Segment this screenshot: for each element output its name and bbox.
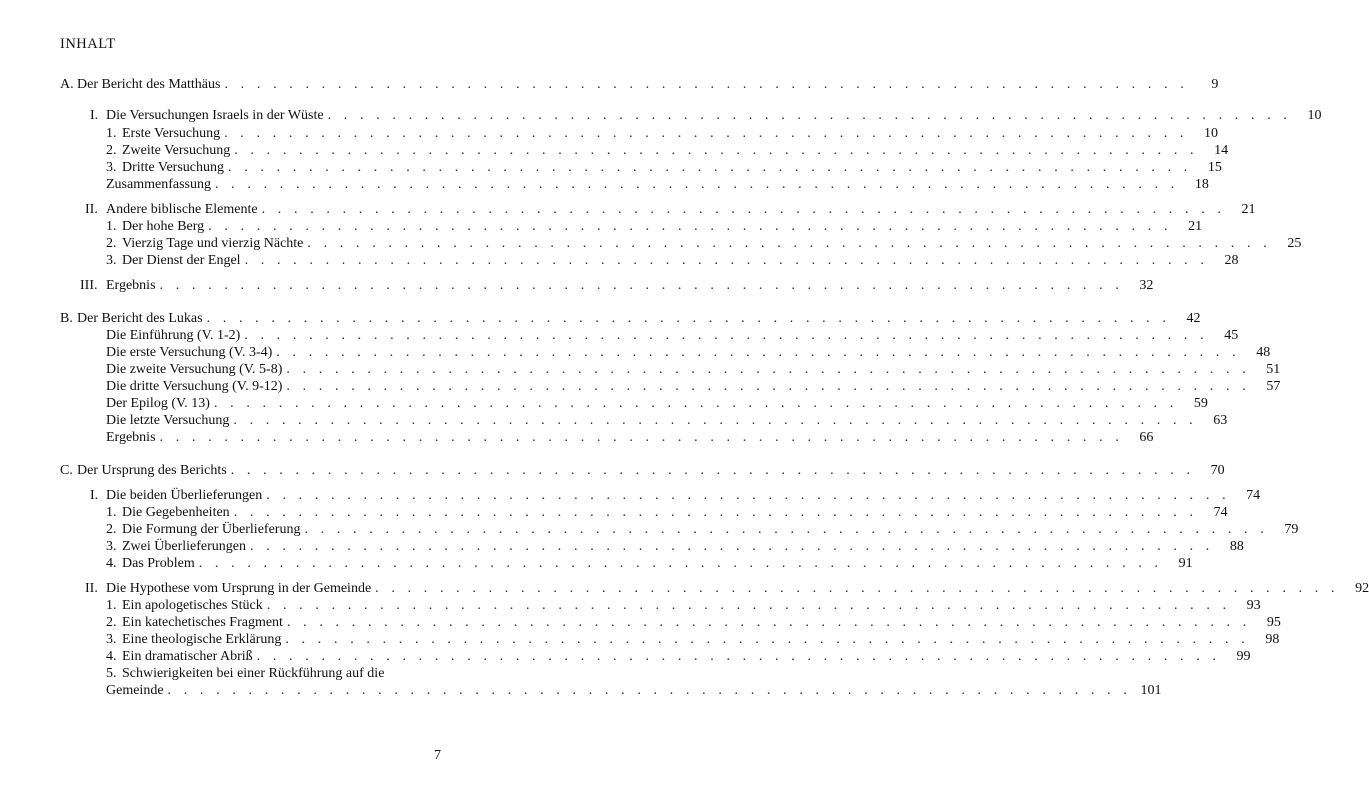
- toc-entry: [106, 218, 1203, 236]
- toc-leader-dots: . . . . . . . . . . . . . . . . . . . . . . . . . . . . . . . . . . . . . . . . . . . . . . . . . . . . . . . . . . . .: [167, 683, 1132, 698]
- toc-leader-dots: . . . . . . . . . . . . . . . . . . . . . . . . . . . . . . . . . . . . . . . . . . . . . . . . . . . . . . . . . . . .: [233, 505, 1198, 520]
- toc-entry-number: 3.: [106, 632, 117, 647]
- toc-entry-page: 92: [1355, 581, 1369, 596]
- toc-entry: [90, 107, 1322, 125]
- toc-entry-page: 28: [1224, 253, 1239, 268]
- toc-leader-dots: . . . . . . . . . . . . . . . . . . . . . . . . . . . . . . . . . . . . . . . . . . . . . . . . . . . . . . . . . . . .: [159, 278, 1124, 293]
- toc-leader-dots: . . . . . . . . . . . . . . . . . . . . . . . . . . . . . . . . . . . . . . . . . . . . . . . . . . . . . . . . . . . .: [266, 488, 1231, 503]
- toc-entry-title: Eine theologische Erklärung: [122, 632, 282, 647]
- toc-leader-dots: . . . . . . . . . . . . . . . . . . . . . . . . . . . . . . . . . . . . . . . . . . . . . . . . . . . . . . . . . . . .: [230, 463, 1195, 478]
- toc-entry-page: 10: [1307, 108, 1322, 123]
- toc-entry-page: 98: [1265, 632, 1280, 647]
- toc-leader-dots: . . . . . . . . . . . . . . . . . . . . . . . . . . . . . . . . . . . . . . . . . . . . . . . . . . . . . . . . . . . .: [244, 328, 1209, 343]
- toc-entry-number: 3.: [106, 539, 117, 554]
- toc-leader-dots: . . . . . . . . . . . . . . . . . . . . . . . . . . . . . . . . . . . . . . . . . . . . . . . . . . . . . . . . . . . .: [304, 522, 1269, 537]
- toc-leader-dots: . . . . . . . . . . . . . . . . . . . . . . . . . . . . . . . . . . . . . . . . . . . . . . . . . . . . . . . . . . . .: [327, 108, 1292, 123]
- toc-leader-dots: . . . . . . . . . . . . . . . . . . . . . . . . . . . . . . . . . . . . . . . . . . . . . . . . . . . . . . . . . . . .: [250, 539, 1214, 554]
- toc-entry: [106, 538, 1244, 556]
- toc-entry-page: 25: [1287, 236, 1302, 251]
- toc-entry: [106, 504, 1228, 522]
- toc-entry-title: Die Formung der Überlieferung: [122, 522, 301, 537]
- toc-entry-title: Die Gegebenheiten: [122, 505, 230, 520]
- toc-entry-number: II.: [85, 581, 98, 596]
- toc-leader-dots: . . . . . . . . . . . . . . . . . . . . . . . . . . . . . . . . . . . . . . . . . . . . . . . . . . . . . . . . . . . .: [234, 143, 1199, 158]
- toc-entry: [60, 76, 1219, 94]
- toc-entry: [106, 176, 1209, 194]
- toc-entry-page: 59: [1193, 396, 1208, 411]
- toc-entry-page: 18: [1194, 177, 1209, 192]
- toc-entry-page: 88: [1229, 539, 1244, 554]
- toc-entry-title: Der Ursprung des Berichts: [77, 463, 227, 478]
- toc-entry-page: 51: [1266, 362, 1281, 377]
- toc-leader-dots: . . . . . . . . . . . . . . . . . . . . . . . . . . . . . . . . . . . . . . . . . . . . . . . . . . . . . . . . . . . .: [198, 556, 1163, 571]
- toc-leader-dots: . . . . . . . . . . . . . . . . . . . . . . . . . . . . . . . . . . . . . . . . . . . . . . . . . . . . . . . . . . . .: [307, 236, 1272, 251]
- toc-leader-dots: . . . . . . . . . . . . . . . . . . . . . . . . . . . . . . . . . . . . . . . . . . . . . . . . . . . . . . . . . . . .: [256, 649, 1221, 664]
- toc-entry-number: I.: [90, 108, 99, 123]
- toc-entry: [106, 412, 1228, 430]
- toc-entry-number: 1.: [106, 219, 117, 234]
- toc-entry-number: II.: [85, 202, 98, 217]
- toc-entry-number: 3.: [106, 253, 117, 268]
- page-title: INHALT: [60, 36, 116, 52]
- toc-entry: [106, 361, 1281, 379]
- toc-entry-number: 5.: [106, 666, 117, 681]
- toc-entry-title: Der Dienst der Engel: [122, 253, 241, 268]
- toc-leader-dots: . . . . . . . . . . . . . . . . . . . . . . . . . . . . . . . . . . . . . . . . . . . . . . . . . . . . . . . . . . . .: [286, 615, 1251, 630]
- toc-entry-number: C.: [60, 463, 73, 478]
- toc-entry-page: 91: [1178, 556, 1193, 571]
- toc-leader-dots: . . . . . . . . . . . . . . . . . . . . . . . . . . . . . . . . . . . . . . . . . . . . . . . . . . . . . . . . . . . .: [208, 219, 1173, 234]
- toc-entry: [106, 614, 1281, 632]
- toc-entry-title: Zusammenfassung: [106, 177, 211, 192]
- toc-entry-title: Der hohe Berg: [122, 219, 205, 234]
- toc-entry-title: Zweite Versuchung: [122, 143, 231, 158]
- page-number: 7: [434, 748, 441, 763]
- toc-entry-title: Erste Versuchung: [122, 126, 221, 141]
- toc-entry-title: Zwei Überlieferungen: [122, 539, 246, 554]
- toc-entry-title: Der Bericht des Matthäus: [77, 77, 221, 92]
- toc-entry-page: 15: [1207, 160, 1222, 175]
- toc-entry-title: Schwierigkeiten bei einer Rückführung auf die: [122, 666, 385, 681]
- toc-entry-number: 2.: [106, 615, 117, 630]
- toc-entry: [106, 252, 1239, 270]
- toc-entry-title: Die Versuchungen Israels in der Wüste: [106, 108, 324, 123]
- toc-entry-page: 99: [1236, 649, 1251, 664]
- toc-entry-page: 66: [1139, 430, 1154, 445]
- toc-entry-title: Vierzig Tage und vierzig Nächte: [122, 236, 304, 251]
- toc-entry-page: 48: [1256, 345, 1271, 360]
- toc-entry: [106, 597, 1261, 615]
- toc-leader-dots: . . . . . . . . . . . . . . . . . . . . . . . . . . . . . . . . . . . . . . . . . . . . . . . . . . . . . . . . . . . .: [213, 396, 1178, 411]
- toc-entry-title: Ein katechetisches Fragment: [122, 615, 283, 630]
- toc-entry: [106, 682, 1162, 700]
- toc-leader-dots: . . . . . . . . . . . . . . . . . . . . . . . . . . . . . . . . . . . . . . . . . . . . . . . . . . . . . . . . . . . .: [261, 202, 1226, 217]
- toc-leader-dots: . . . . . . . . . . . . . . . . . . . . . . . . . . . . . . . . . . . . . . . . . . . . . . . . . . . . . . . . . . . .: [276, 345, 1241, 360]
- toc-entry: [106, 159, 1222, 177]
- toc-leader-dots: . . . . . . . . . . . . . . . . . . . . . . . . . . . . . . . . . . . . . . . . . . . . . . . . . . . . . . . . . . . .: [286, 362, 1251, 377]
- toc-entry: [60, 462, 1225, 480]
- toc-entry: [106, 631, 1280, 649]
- toc-entry-page: 70: [1210, 463, 1225, 478]
- toc-entry: [106, 429, 1154, 447]
- toc-entry-number: 4.: [106, 556, 117, 571]
- toc-entry-number: 1.: [106, 598, 117, 613]
- toc-entry-number: 4.: [106, 649, 117, 664]
- toc-entry-page: 79: [1284, 522, 1299, 537]
- toc-leader-dots: . . . . . . . . . . . . . . . . . . . . . . . . . . . . . . . . . . . . . . . . . . . . . . . . . . . . . . . . . . . .: [214, 177, 1179, 192]
- toc-entry-number: III.: [80, 278, 98, 293]
- toc-entry: [106, 395, 1208, 413]
- toc-entry-title: Die Hypothese vom Ursprung in der Gemeinde: [106, 581, 372, 596]
- toc-entry-title: Der Bericht des Lukas: [77, 311, 203, 326]
- toc-entry: [106, 648, 1251, 666]
- toc-entry-title: Die erste Versuchung (V. 3-4): [106, 345, 273, 360]
- toc-entry: [106, 125, 1219, 143]
- toc-entry-page: 93: [1246, 598, 1261, 613]
- toc-entry-title: Die dritte Versuchung (V. 9-12): [106, 379, 283, 394]
- toc-leader-dots: . . . . . . . . . . . . . . . . . . . . . . . . . . . . . . . . . . . . . . . . . . . . . . . . . . . . . . . . . . . .: [159, 430, 1124, 445]
- toc-entry-number: 2.: [106, 522, 117, 537]
- toc-entry-number: A.: [60, 77, 74, 92]
- toc-leader-dots: . . . . . . . . . . . . . . . . . . . . . . . . . . . . . . . . . . . . . . . . . . . . . . . . . . . . . . . . . . . .: [228, 160, 1192, 175]
- toc-leader-dots: . . . . . . . . . . . . . . . . . . . . . . . . . . . . . . . . . . . . . . . . . . . . . . . . . . . . . . . . . . . .: [266, 598, 1231, 613]
- toc-entry: [90, 487, 1261, 505]
- toc-entry-page: 45: [1224, 328, 1239, 343]
- toc-entry-number: B.: [60, 311, 73, 326]
- toc-entry: [106, 344, 1271, 362]
- toc-leader-dots: . . . . . . . . . . . . . . . . . . . . . . . . . . . . . . . . . . . . . . . . . . . . . . . . . . . . . . . . . . . .: [244, 253, 1209, 268]
- toc-entry-page: 42: [1186, 311, 1201, 326]
- toc-entry-title: Ergebnis: [106, 430, 156, 445]
- toc-leader-dots: . . . . . . . . . . . . . . . . . . . . . . . . . . . . . . . . . . . . . . . . . . . . . . . . . . . . . . . . . . . .: [224, 126, 1189, 141]
- toc-entry-page: 74: [1246, 488, 1261, 503]
- toc-entry-page: 14: [1214, 143, 1229, 158]
- toc-entry-number: 2.: [106, 143, 117, 158]
- toc-entry-title: Andere biblische Elemente: [106, 202, 258, 217]
- toc-entry-title: Dritte Versuchung: [122, 160, 224, 175]
- toc-entry-page: 21: [1188, 219, 1203, 234]
- toc-entry: [85, 580, 1369, 598]
- toc-entry-title: Ein apologetisches Stück: [122, 598, 263, 613]
- toc-entry-title: Die letzte Versuchung: [106, 413, 230, 428]
- toc-entry-page: 9: [1211, 77, 1219, 92]
- toc-entry-title: Die beiden Überlieferungen: [106, 488, 263, 503]
- toc-leader-dots: . . . . . . . . . . . . . . . . . . . . . . . . . . . . . . . . . . . . . . . . . . . . . . . . . . . . . . . . . . . .: [285, 632, 1250, 647]
- toc-entry-title: Der Epilog (V. 13): [106, 396, 210, 411]
- toc-entry: [106, 327, 1239, 345]
- toc-leader-dots: . . . . . . . . . . . . . . . . . . . . . . . . . . . . . . . . . . . . . . . . . . . . . . . . . . . . . . . . . . . .: [233, 413, 1198, 428]
- toc-entry-number: I.: [90, 488, 99, 503]
- toc-entry: [106, 521, 1299, 539]
- toc-leader-dots: . . . . . . . . . . . . . . . . . . . . . . . . . . . . . . . . . . . . . . . . . . . . . . . . . . . . . . . . . . . .: [286, 379, 1251, 394]
- toc-leader-dots: . . . . . . . . . . . . . . . . . . . . . . . . . . . . . . . . . . . . . . . . . . . . . . . . . . . . . . . . . . . .: [206, 311, 1171, 326]
- toc-entry-number: 2.: [106, 236, 117, 251]
- toc-entry-page: 101: [1140, 683, 1162, 698]
- toc-entry: [106, 378, 1281, 396]
- toc-entry-title: Ergebnis: [106, 278, 156, 293]
- toc-entry: [106, 555, 1193, 573]
- toc-entry-page: 74: [1213, 505, 1228, 520]
- toc-entry: [85, 201, 1256, 219]
- toc-leader-dots: . . . . . . . . . . . . . . . . . . . . . . . . . . . . . . . . . . . . . . . . . . . . . . . . . . . . . . . . . . . .: [224, 77, 1189, 92]
- toc-entry-title: Gemeinde: [106, 683, 164, 698]
- toc-entry-title: Die Einführung (V. 1-2): [106, 328, 241, 343]
- toc-leader-dots: . . . . . . . . . . . . . . . . . . . . . . . . . . . . . . . . . . . . . . . . . . . . . . . . . . . . . . . . . . . .: [375, 581, 1340, 596]
- toc-entry-title: Das Problem: [122, 556, 195, 571]
- toc-entry-title: Ein dramatischer Abriß: [122, 649, 253, 664]
- toc-entry-number: 1.: [106, 126, 117, 141]
- toc-entry: [106, 235, 1302, 253]
- toc-entry: [60, 310, 1201, 328]
- toc-entry-page: 63: [1213, 413, 1228, 428]
- toc-entry-number: 1.: [106, 505, 117, 520]
- toc-entry: [106, 142, 1229, 160]
- toc-entry-number: 3.: [106, 160, 117, 175]
- toc-entry-page: 21: [1241, 202, 1256, 217]
- toc-entry-page: 95: [1266, 615, 1281, 630]
- toc-entry-page: 32: [1139, 278, 1154, 293]
- toc-entry: [106, 665, 414, 683]
- toc-entry-page: 10: [1204, 126, 1219, 141]
- toc-entry-page: 57: [1266, 379, 1281, 394]
- toc-entry: [80, 277, 1154, 295]
- toc-entry-title: Die zweite Versuchung (V. 5-8): [106, 362, 283, 377]
